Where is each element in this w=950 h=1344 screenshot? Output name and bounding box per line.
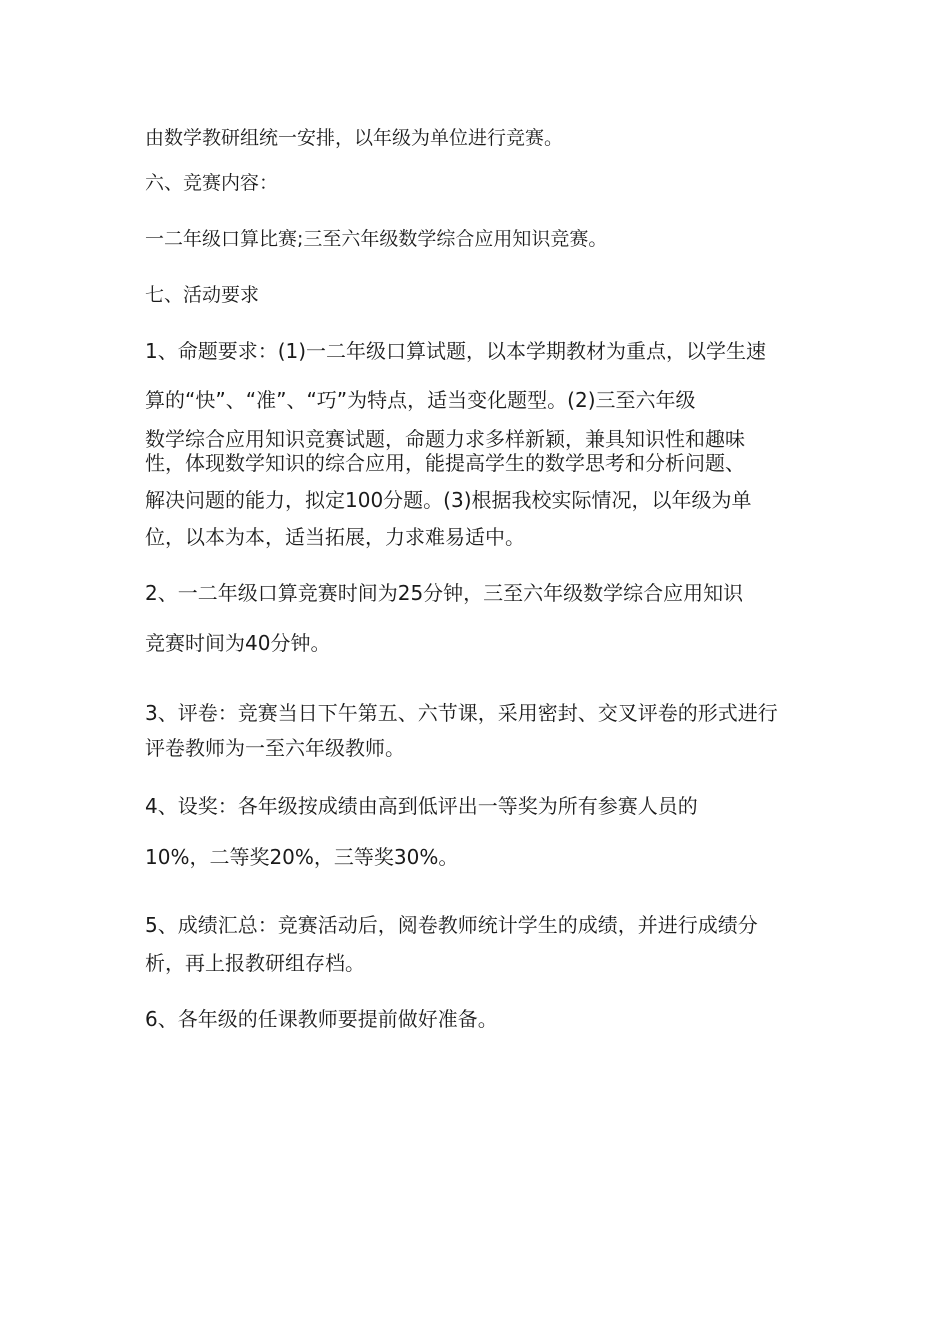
text-line: 性，体现数学知识的综合应用，能提高学生的数学思考和分析问题、 (145, 451, 745, 475)
text-line: 算的“快”、“准”、“巧”为特点，适当变化题型。(2)三至六年级 (145, 388, 696, 412)
text-line: 析，再上报教研组存档。 (145, 951, 365, 975)
text-line: 评卷教师为一至六年级教师。 (145, 736, 405, 760)
text-line: 6、各年级的任课教师要提前做好准备。 (145, 1007, 498, 1031)
text-line: 10%，二等奖20%，三等奖30%。 (145, 845, 459, 869)
text-line: 竞赛时间为40分钟。 (145, 631, 331, 655)
text-line: 数学综合应用知识竞赛试题，命题力求多样新颖，兼具知识性和趣味 (145, 427, 745, 451)
text-line: 4、设奖：各年级按成绩由高到低评出一等奖为所有参赛人员的 (145, 794, 698, 818)
text-line: 1、命题要求：(1)一二年级口算试题，以本学期教材为重点，以学生速 (145, 339, 767, 363)
text-line: 解决问题的能力，拟定100分题。(3)根据我校实际情况，以年级为单 (145, 488, 752, 512)
text-line: 由数学教研组统一安排，以年级为单位进行竞赛。 (145, 127, 564, 149)
text-line: 2、一二年级口算竞赛时间为25分钟，三至六年级数学综合应用知识 (145, 581, 744, 605)
section-heading: 七、活动要求 (145, 284, 260, 306)
text-line: 3、评卷：竞赛当日下午第五、六节课，采用密封、交叉评卷的形式进行 (145, 701, 778, 725)
text-line: 位，以本为本，适当拓展，力求难易适中。 (145, 525, 525, 549)
text-line: 5、成绩汇总：竞赛活动后，阅卷教师统计学生的成绩，并进行成绩分 (145, 913, 758, 937)
text-line: 一二年级口算比赛;三至六年级数学综合应用知识竞赛。 (145, 228, 608, 250)
section-heading: 六、竞赛内容： (145, 172, 279, 194)
